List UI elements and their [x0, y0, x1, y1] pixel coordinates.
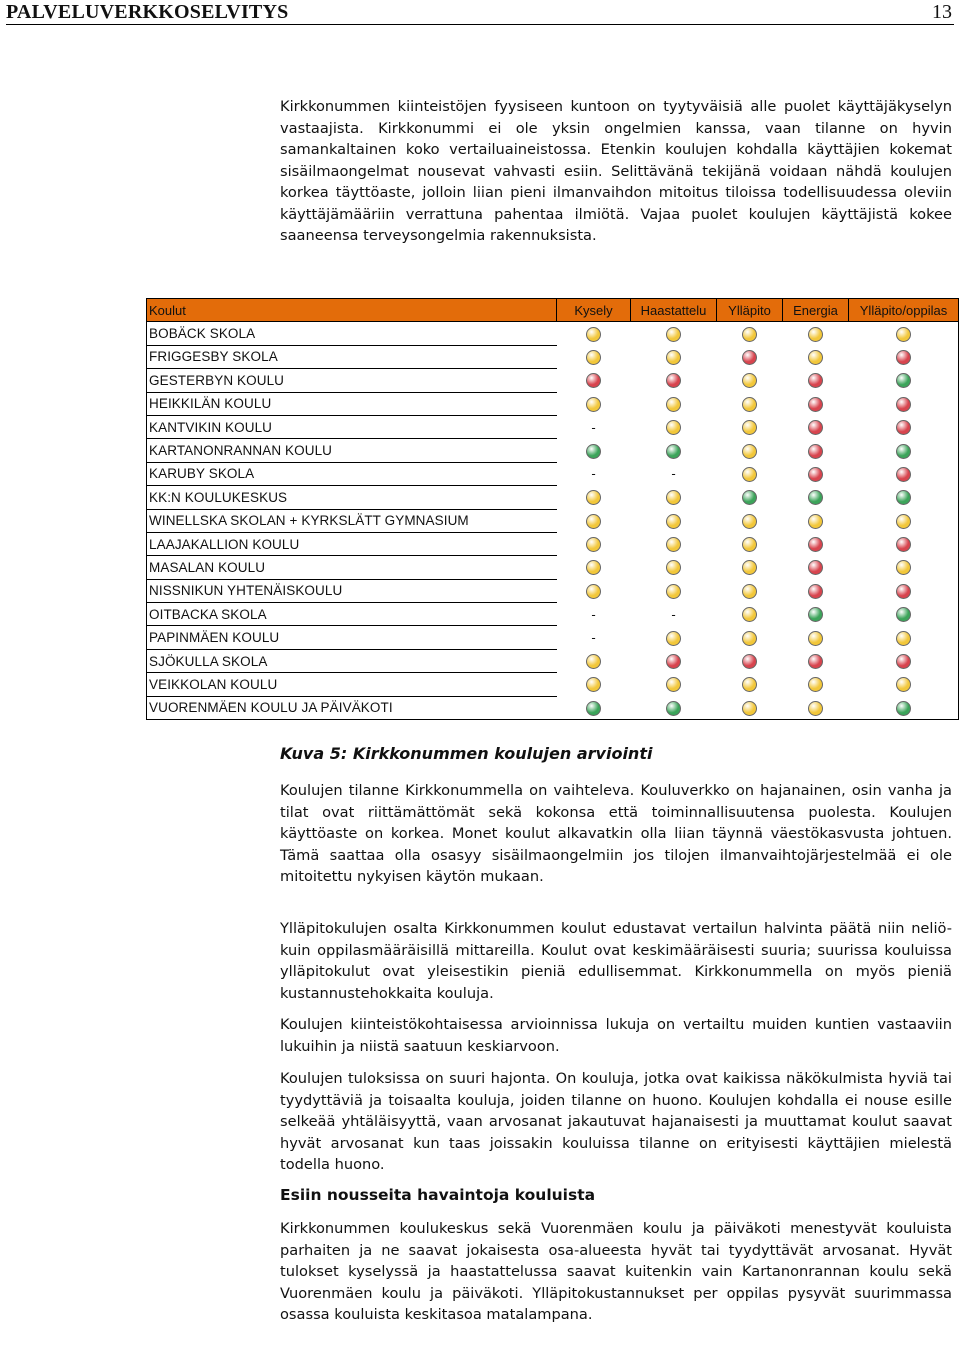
yellow-rating-icon — [666, 560, 681, 575]
rating-cell — [557, 439, 631, 462]
rating-cell — [557, 322, 631, 345]
yellow-rating-icon — [666, 537, 681, 552]
yellow-rating-icon — [808, 631, 823, 646]
school-name: KANTVIKIN KOULU — [147, 415, 557, 438]
paragraph-4: Koulujen tuloksissa on suuri hajonta. On kouluja, jotka ovat kaikissa näkökulmista hyviä tai tyydyttäviä ja toisaalta kouluja, joiden tilanne on huono. Koulujen kohdalla ei nouse esille selkeää yhtäläisyyttä, vaan arvosanat jakautuvat hajanaisesti ja muuttamat koulut saavat hyvät arvosanat kun taas joissakin kouluissa tilanne on erityisesti käyttäjien mielestä todella huono. — [280, 1070, 952, 1173]
no-data-dash: - — [671, 606, 676, 622]
school-name: LAAJAKALLION KOULU — [147, 532, 557, 555]
rating-cell — [717, 532, 783, 555]
yellow-rating-icon — [808, 327, 823, 342]
column-header: Ylläpito/oppilas — [849, 299, 959, 322]
green-rating-icon — [896, 490, 911, 505]
yellow-rating-icon — [586, 514, 601, 529]
section-heading: Esiin nousseita havaintoja kouluista — [280, 1186, 596, 1204]
yellow-rating-icon — [742, 373, 757, 388]
green-rating-icon — [896, 444, 911, 459]
rating-cell — [631, 486, 717, 509]
rating-cell — [631, 509, 717, 532]
red-rating-icon — [742, 654, 757, 669]
yellow-rating-icon — [586, 327, 601, 342]
rating-cell — [557, 486, 631, 509]
red-rating-icon — [896, 467, 911, 482]
rating-cell — [631, 532, 717, 555]
rating-cell — [557, 556, 631, 579]
rating-cell — [849, 556, 959, 579]
rating-cell — [557, 696, 631, 719]
yellow-rating-icon — [586, 537, 601, 552]
yellow-rating-icon — [666, 350, 681, 365]
school-name: MASALAN KOULU — [147, 556, 557, 579]
column-header: Koulut — [147, 299, 557, 322]
rating-cell — [557, 415, 631, 438]
yellow-rating-icon — [586, 397, 601, 412]
red-rating-icon — [586, 373, 601, 388]
table-header-row — [147, 299, 959, 322]
yellow-rating-icon — [666, 327, 681, 342]
red-rating-icon — [896, 654, 911, 669]
yellow-rating-icon — [742, 467, 757, 482]
yellow-rating-icon — [742, 444, 757, 459]
page-number: 13 — [932, 1, 952, 23]
yellow-rating-icon — [742, 701, 757, 716]
red-rating-icon — [666, 654, 681, 669]
rating-cell — [717, 345, 783, 368]
yellow-rating-icon — [586, 654, 601, 669]
rating-cell — [783, 649, 849, 672]
rating-cell — [717, 369, 783, 392]
red-rating-icon — [742, 350, 757, 365]
rating-cell — [717, 626, 783, 649]
column-header: Energia — [783, 299, 849, 322]
rating-cell — [849, 486, 959, 509]
red-rating-icon — [808, 560, 823, 575]
rating-cell — [557, 369, 631, 392]
rating-cell — [849, 509, 959, 532]
green-rating-icon — [808, 607, 823, 622]
table-body — [147, 322, 959, 720]
rating-cell — [557, 532, 631, 555]
rating-cell — [557, 392, 631, 415]
rating-cell — [631, 696, 717, 719]
rating-cell — [631, 345, 717, 368]
green-rating-icon — [586, 444, 601, 459]
rating-cell — [849, 439, 959, 462]
rating-cell — [849, 462, 959, 485]
rating-cell — [849, 579, 959, 602]
green-rating-icon — [666, 701, 681, 716]
red-rating-icon — [808, 537, 823, 552]
green-rating-icon — [808, 490, 823, 505]
rating-cell — [783, 626, 849, 649]
no-data-dash: - — [591, 419, 596, 435]
rating-cell — [717, 649, 783, 672]
rating-cell — [557, 579, 631, 602]
rating-cell — [557, 626, 631, 649]
rating-cell — [849, 603, 959, 626]
rating-cell — [849, 392, 959, 415]
school-name: HEIKKILÄN KOULU — [147, 392, 557, 415]
rating-cell — [717, 486, 783, 509]
rating-cell — [849, 532, 959, 555]
yellow-rating-icon — [586, 584, 601, 599]
rating-cell — [717, 392, 783, 415]
red-rating-icon — [808, 397, 823, 412]
yellow-rating-icon — [586, 350, 601, 365]
rating-cell — [557, 345, 631, 368]
rating-cell — [849, 673, 959, 696]
yellow-rating-icon — [586, 490, 601, 505]
rating-cell — [631, 439, 717, 462]
rating-cell — [631, 603, 717, 626]
rating-cell — [783, 673, 849, 696]
yellow-rating-icon — [666, 490, 681, 505]
table-row — [147, 626, 959, 649]
yellow-rating-icon — [896, 514, 911, 529]
school-name: BOBÄCK SKOLA — [147, 322, 557, 345]
green-rating-icon — [896, 701, 911, 716]
rating-cell — [557, 673, 631, 696]
red-rating-icon — [808, 373, 823, 388]
rating-cell — [631, 626, 717, 649]
rating-cell — [717, 673, 783, 696]
green-rating-icon — [666, 444, 681, 459]
table-row — [147, 322, 959, 345]
yellow-rating-icon — [896, 560, 911, 575]
table-row — [147, 556, 959, 579]
no-data-dash: - — [591, 466, 596, 482]
table-row — [147, 579, 959, 602]
yellow-rating-icon — [808, 701, 823, 716]
document-title: PALVELUVERKKOSELVITYS — [6, 1, 289, 23]
yellow-rating-icon — [742, 560, 757, 575]
rating-cell — [631, 415, 717, 438]
yellow-rating-icon — [742, 327, 757, 342]
rating-cell — [783, 369, 849, 392]
red-rating-icon — [808, 444, 823, 459]
yellow-rating-icon — [742, 397, 757, 412]
rating-cell — [783, 392, 849, 415]
school-name: FRIGGESBY SKOLA — [147, 345, 557, 368]
rating-cell — [783, 345, 849, 368]
school-name: VEIKKOLAN KOULU — [147, 673, 557, 696]
school-name: KARTANONRANNAN KOULU — [147, 439, 557, 462]
intro-paragraph: Kirkkonummen kiinteistöjen fyysiseen kuntoon on tyytyväisiä alle puolet käyttäjäkyselyn vastaajista. Kirkkonummi ei ole yksin ongelmien kanssa, vaan tilanne on hyvin samankaltainen koko vertailuaineistossa. Etenkin koulujen kohdalla käyttäjien kokemat sisäilmaongelmat nousevat vahvasti esiin. Selittävänä tekijänä voidaan nähdä koulujen korkea täyttöaste, jolloin liian pieni ilmanvaihdon mitoitus tiloissa todellisuudessa oleviin käyttäjämääriin verrattuna pahentaa ilmiötä. Vajaa puolet koulujen käyttäjistä kokee saaneensa terveysongelmia rakennuksista. — [280, 98, 952, 244]
red-rating-icon — [896, 584, 911, 599]
yellow-rating-icon — [808, 677, 823, 692]
yellow-rating-icon — [666, 584, 681, 599]
table-row — [147, 603, 959, 626]
yellow-rating-icon — [896, 677, 911, 692]
rating-cell — [849, 626, 959, 649]
school-name: OITBACKA SKOLA — [147, 603, 557, 626]
no-data-dash: - — [591, 606, 596, 622]
school-name: WINELLSKA SKOLAN + KYRKSLÄTT GYMNASIUM — [147, 509, 557, 532]
table-row — [147, 439, 959, 462]
rating-cell — [717, 696, 783, 719]
table-row — [147, 486, 959, 509]
table-row — [147, 345, 959, 368]
yellow-rating-icon — [586, 560, 601, 575]
yellow-rating-icon — [666, 631, 681, 646]
yellow-rating-icon — [742, 607, 757, 622]
rating-cell — [849, 415, 959, 438]
school-rating-table — [146, 298, 959, 720]
school-name: GESTERBYN KOULU — [147, 369, 557, 392]
table-row — [147, 673, 959, 696]
table-row — [147, 462, 959, 485]
red-rating-icon — [808, 467, 823, 482]
school-name: KARUBY SKOLA — [147, 462, 557, 485]
yellow-rating-icon — [896, 327, 911, 342]
green-rating-icon — [586, 701, 601, 716]
yellow-rating-icon — [742, 631, 757, 646]
rating-cell — [631, 392, 717, 415]
table-row — [147, 696, 959, 719]
yellow-rating-icon — [742, 420, 757, 435]
column-header: Kysely — [557, 299, 631, 322]
red-rating-icon — [896, 420, 911, 435]
rating-cell — [631, 556, 717, 579]
rating-cell — [783, 509, 849, 532]
yellow-rating-icon — [586, 677, 601, 692]
yellow-rating-icon — [808, 350, 823, 365]
rating-cell — [557, 603, 631, 626]
rating-cell — [631, 579, 717, 602]
school-name: PAPINMÄEN KOULU — [147, 626, 557, 649]
paragraph-2: Ylläpitokulujen osalta Kirkkonummen koulut edustavat vertailun halvinta päätä niin neliö- kuin oppilasmääräisillä mittareilla. Koulut ovat keskimääräisesti suuria; suurissa kouluissa ylläpitokulut ovat yleisestikin pieniä edullisemmat. Kirkkonummella on myös pieniä kustannustehokkaita kouluja. — [280, 920, 952, 1002]
rating-cell — [783, 603, 849, 626]
yellow-rating-icon — [808, 514, 823, 529]
rating-cell — [717, 556, 783, 579]
final-paragraph: Kirkkonummen koulukeskus sekä Vuorenmäen koulu ja päiväkoti menestyvät kouluista parhaiten ja ne saavat jokaisesta osa-alueesta hyvät tai tyydyttävät arvosanat. Hyvät tulokset kyselyssä ja haastattelussa saavat kuitenkin vain Kartanonrannan koulu sekä Vuorenmäen koulu ja päiväkoti. Ylläpitokustannukset per oppilas pysyvät suurimmassa osassa kouluista keskitasoa matalampana. — [280, 1220, 952, 1323]
yellow-rating-icon — [896, 631, 911, 646]
rating-cell — [717, 603, 783, 626]
red-rating-icon — [666, 373, 681, 388]
table-row — [147, 415, 959, 438]
yellow-rating-icon — [666, 677, 681, 692]
rating-cell — [783, 415, 849, 438]
school-name: VUORENMÄEN KOULU JA PÄIVÄKOTI — [147, 696, 557, 719]
green-rating-icon — [742, 490, 757, 505]
table-row — [147, 532, 959, 555]
rating-cell — [717, 439, 783, 462]
school-name: SJÖKULLA SKOLA — [147, 649, 557, 672]
school-name: NISSNIKUN YHTENÄISKOULU — [147, 579, 557, 602]
red-rating-icon — [808, 584, 823, 599]
rating-cell — [783, 696, 849, 719]
no-data-dash: - — [591, 630, 596, 646]
yellow-rating-icon — [666, 514, 681, 529]
yellow-rating-icon — [742, 537, 757, 552]
rating-cell — [849, 369, 959, 392]
red-rating-icon — [808, 420, 823, 435]
rating-cell — [849, 696, 959, 719]
paragraph-3: Koulujen kiinteistökohtaisessa arvioinnissa lukuja on vertailtu muiden kuntien vastaaviin lukuihin ja niistä saatuun keskiarvoon. — [280, 1016, 952, 1055]
rating-cell — [631, 649, 717, 672]
red-rating-icon — [896, 350, 911, 365]
rating-cell — [783, 322, 849, 345]
column-header: Haastattelu — [631, 299, 717, 322]
rating-cell — [783, 579, 849, 602]
table-row — [147, 509, 959, 532]
column-header: Ylläpito — [717, 299, 783, 322]
red-rating-icon — [808, 654, 823, 669]
yellow-rating-icon — [666, 397, 681, 412]
rating-cell — [557, 509, 631, 532]
paragraph-1: Koulujen tilanne Kirkkonummella on vaihteleva. Kouluverkko on hajanainen, osin vanha ja tilat ovat riittämättömät sekä kokonsa että toiminnallisuutensa puolesta. Koulujen käyttöaste on korkea. Monet koulut alkavatkin olla liian täynnä väestökasvusta johtuen. Tämä saattaa olla osasyy sisäilmaongelmiin jos tilojen ilmanvaihtojärjestelmää ei ole mitoitettu nykyisen käytön mukaan. — [280, 782, 952, 885]
yellow-rating-icon — [666, 420, 681, 435]
rating-cell — [557, 462, 631, 485]
rating-cell — [849, 649, 959, 672]
rating-cell — [631, 369, 717, 392]
rating-cell — [783, 439, 849, 462]
rating-cell — [783, 462, 849, 485]
green-rating-icon — [896, 373, 911, 388]
rating-cell — [783, 532, 849, 555]
red-rating-icon — [896, 397, 911, 412]
rating-cell — [717, 579, 783, 602]
rating-cell — [717, 462, 783, 485]
rating-cell — [717, 415, 783, 438]
rating-cell — [717, 509, 783, 532]
rating-cell — [849, 345, 959, 368]
rating-cell — [717, 322, 783, 345]
table-row — [147, 392, 959, 415]
school-name: KK:N KOULUKESKUS — [147, 486, 557, 509]
no-data-dash: - — [671, 466, 676, 482]
rating-cell — [783, 556, 849, 579]
table-row — [147, 649, 959, 672]
red-rating-icon — [896, 537, 911, 552]
rating-cell — [849, 322, 959, 345]
rating-cell — [557, 649, 631, 672]
figure-caption: Kuva 5: Kirkkonummen koulujen arviointi — [280, 744, 653, 763]
green-rating-icon — [896, 607, 911, 622]
yellow-rating-icon — [742, 584, 757, 599]
rating-cell — [631, 322, 717, 345]
yellow-rating-icon — [742, 677, 757, 692]
rating-cell — [783, 486, 849, 509]
rating-cell — [631, 462, 717, 485]
yellow-rating-icon — [742, 514, 757, 529]
page-header — [6, 0, 954, 25]
table-row — [147, 369, 959, 392]
rating-cell — [631, 673, 717, 696]
